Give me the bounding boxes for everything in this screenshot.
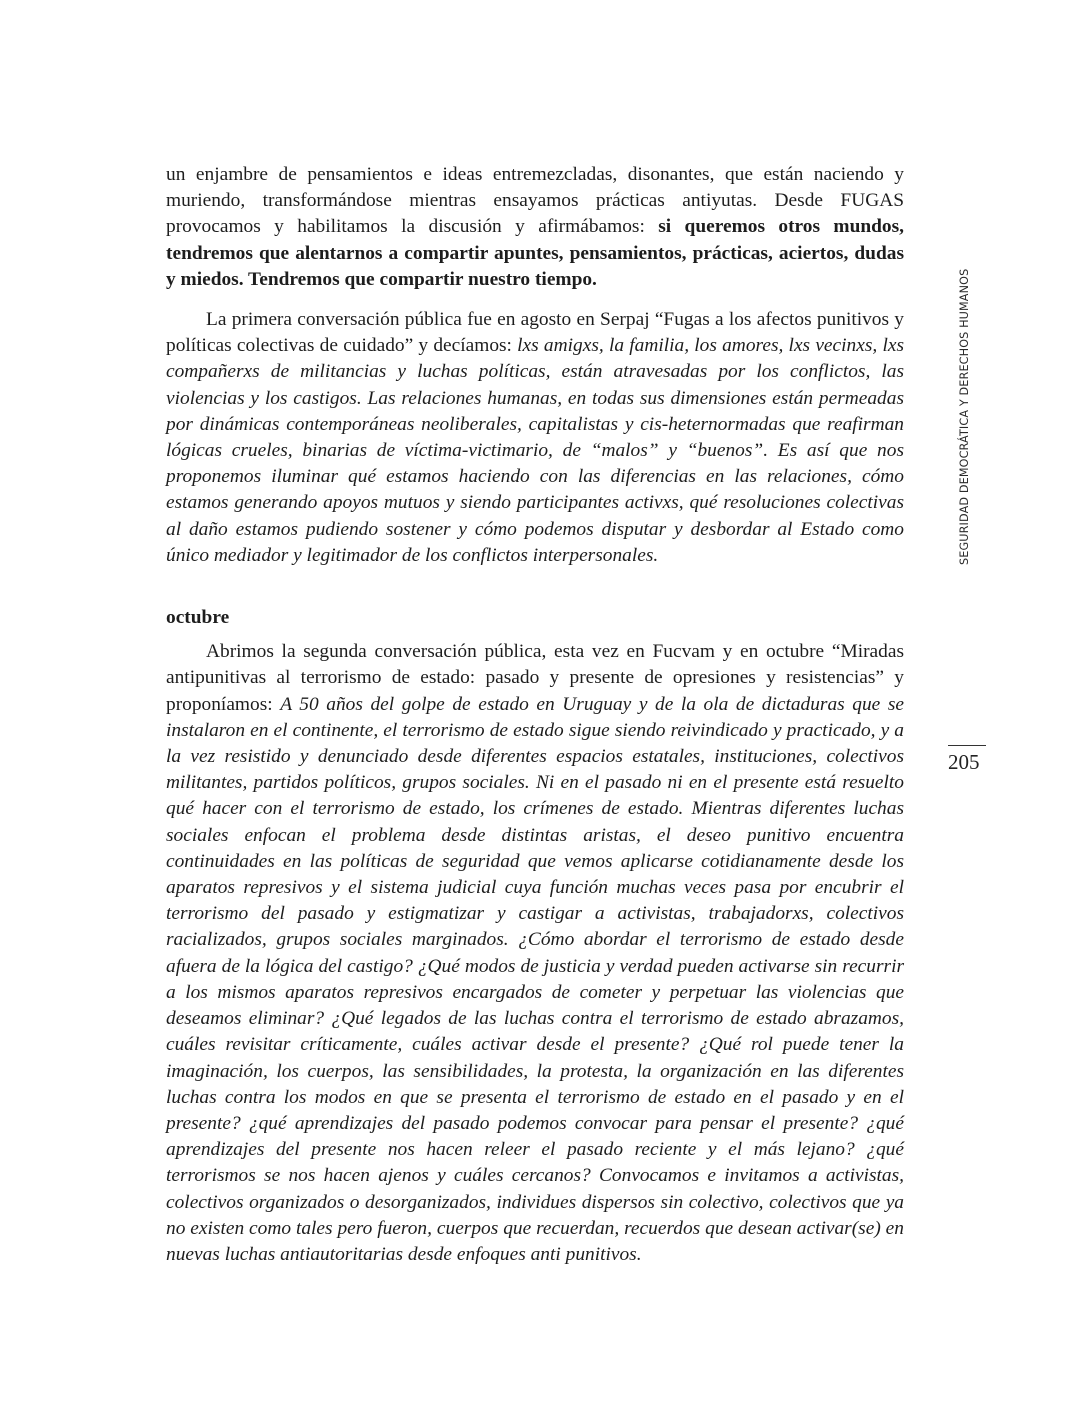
page-number: 205 (948, 750, 980, 774)
paragraph-continuation (166, 162, 904, 293)
paragraph-2-lead-text: La primera conversación pública fue en agosto en Serpaj “Fugas a los afectos punitivos y políticas colectivas de cuidado” y decíamos: (166, 309, 904, 357)
section-heading-octubre: octubre (166, 607, 230, 629)
paragraph-1-bold-text: si queremos otros mundos, tendremos que alentarnos a compartir apuntes, pensamientos, prácticas, aciertos, dudas y miedos. Tendremos que compartir nuestro tiempo. (166, 216, 905, 290)
paragraph-octubre (166, 639, 904, 1268)
body-text (166, 162, 904, 1268)
running-head-vertical: SEGURIDAD DEMOCRÁTICA Y DERECHOS HUMANOS (958, 268, 971, 565)
page-number-rule (948, 745, 986, 746)
paragraph-3-italic-quote: A 50 años del golpe de estado en Uruguay y de la ola de dictaduras que se instalaron en el continente, el terrorismo de estado sigue siendo reivindicado y practicado, y a la vez resistido y denunciado desde diferentes espacios estatales, instituciones, colectivos militantes, partidos políticos, grupos sociales. Ni en el pasado ni en el presente está resuelto qué hacer con el terrorismo de estado, los crímenes de estado. Mientras diferentes luchas sociales enfocan el problema desde distintas aristas, el deseo punitivo encuentra continuidades en las políticas de seguridad que vemos aplicarse cotidianamente desde los aparatos represivos y el sistema judicial cuya función muchas veces pasa por encubrir el terrorismo del pasado y estigmatizar y castigar a activistas, trabajadorxs, colectivos racializados, grupos sociales marginados. ¿Cómo abordar el terrorismo de estado desde afuera de la lógica del castigo? ¿Qué modos de justicia y verdad pueden activarse sin recurrir a los mismos aparatos represivos encargados de cometer y perpetuar las violencias que deseamos eliminar? ¿Qué legados de las luchas contra el terrorismo de estado abrazamos, cuáles revisitar críticamente, cuáles activar desde el presente? ¿Qué rol puede tener la imaginación, los cuerpos, las sensibilidades, la protesta, la organización en las diferentes luchas contra los modos en que se presenta el terrorismo de estado en el pasado y en el presente? ¿qué aprendizajes del pasado podemos convocar para pensar el presente? ¿qué aprendizajes del presente nos hacen releer el pasado reciente y el más lejano? ¿qué terrorismos se nos hacen ajenos y cuáles cercanos? Convocamos e invitamos a activistas, colectivos organizados o desorganizados, individues dispersos sin colectivo, colectivos que ya no existen como tales pero fueron, cuerpos que recuerdan, recuerdos que desean activar(se) en nuevas luchas antiautoritarias desde enfoques anti punitivos. (166, 693, 904, 1265)
paragraph-1-lead-text: un enjambre de pensamientos e ideas entremezcladas, disonantes, que están naciendo y muriendo, transformándose mientras ensayamos prácticas antiyutas. Desde FUGAS provocamos y habilitamos la discusión y afirmábamos: (166, 164, 904, 238)
paragraph-3-lead-text: Abrimos la segunda conversación pública, esta vez en Fucvam y en octubre “Miradas antipunitivas al terrorismo de estado: pasado y presente de opresiones y resistencias” y proponíamos: (166, 641, 904, 715)
paragraph-2-italic-quote: lxs amigxs, la familia, los amores, lxs vecinxs, lxs compañerxs de militancias y luchas políticas, están atravesadas por los conflictos, las violencias y los castigos. Las relaciones humanas, en todas sus dimensiones están permeadas por dinámicas contemporáneas neoliberales, capitalistas y cis-heternormadas que reafirman lógicas crueles, binarias de víctima-victimario, de “malos” y “buenos”. Es así que nos proponemos iluminar qué estamos haciendo con las diferencias en las relaciones, cómo estamos generando apoyos mutuos y siendo participantes activxs, qué resoluciones colectivas al daño estamos pudiendo sostener y cómo podemos disputar y desbordar al Estado como único mediador y legitimador de los conflictos interpersonales. (166, 335, 904, 566)
paragraph-agosto (166, 307, 904, 569)
